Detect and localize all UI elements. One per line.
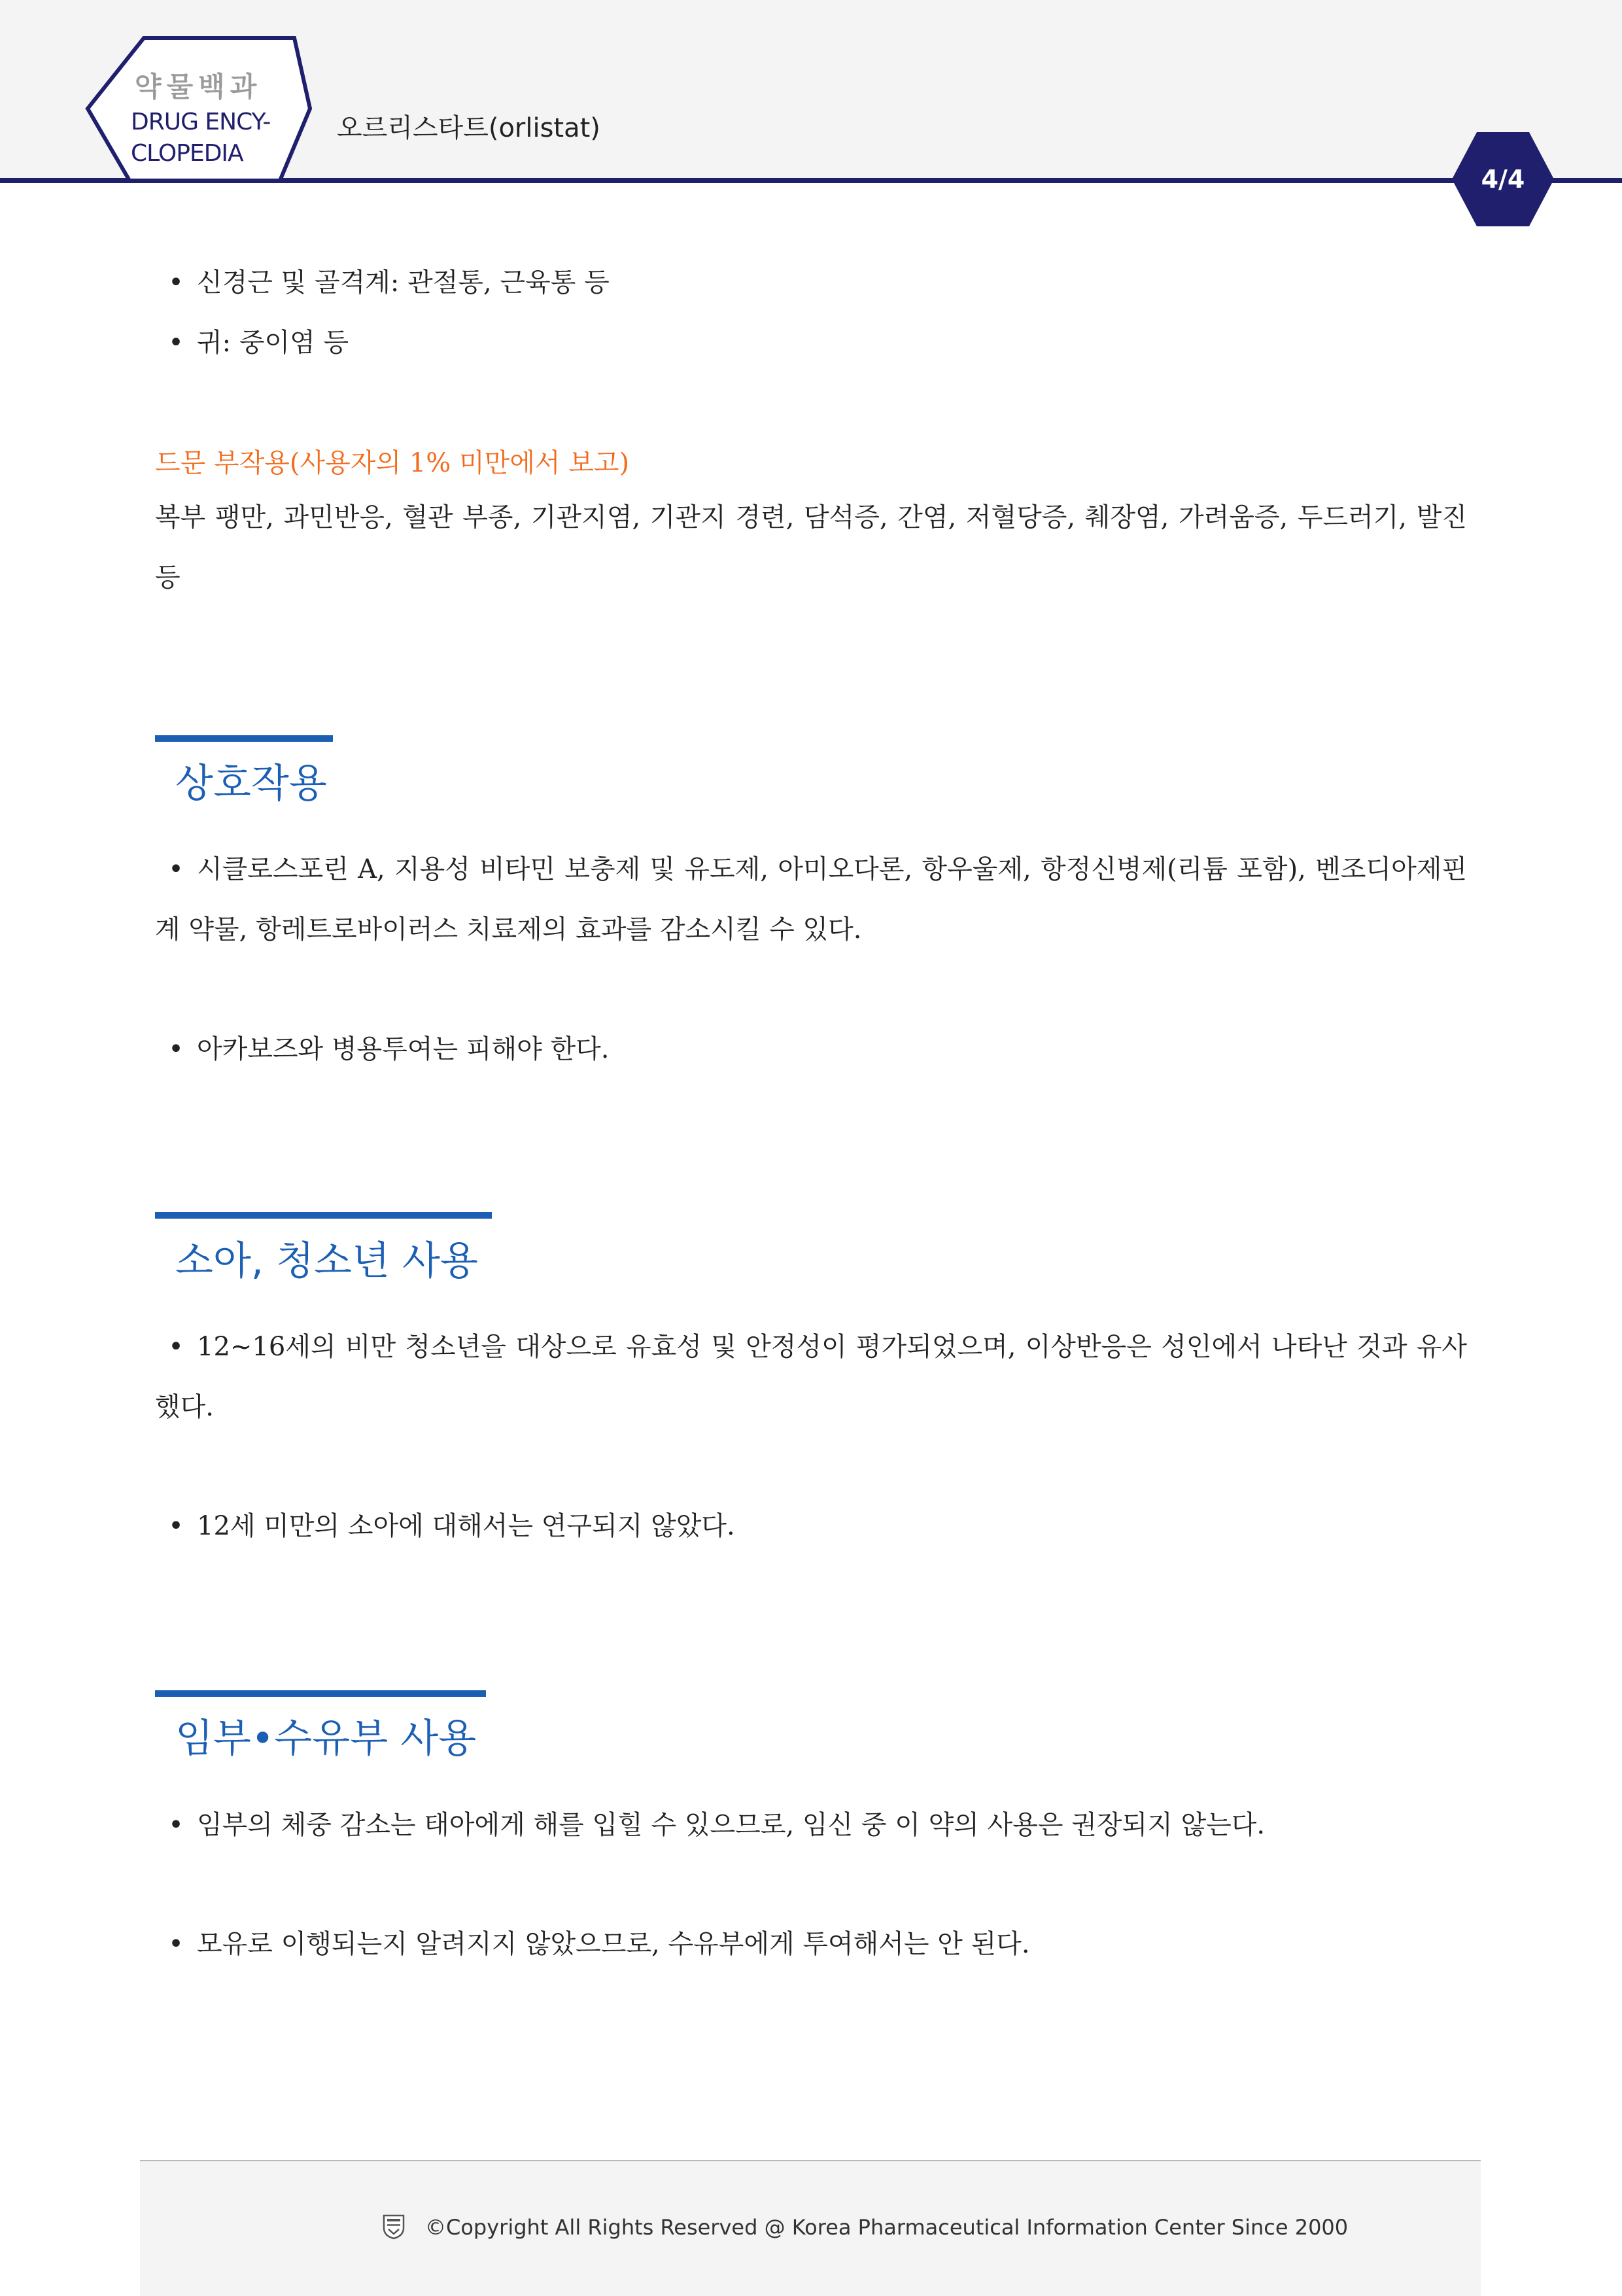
bullet-dot: • xyxy=(168,268,184,298)
list-item: • 시클로스포린 A, 지용성 비타민 보충제 및 유도제, 아미오다론, 항우울제, 항정신병제(리튬 포함), 벤조디아제핀계 약물, 항레트로바이러스 치료제의 효과를 감소시킬 수 있다. xyxy=(155,839,1467,960)
bullet-dot: • xyxy=(168,1810,184,1840)
list-item: • 12세 미만의 소아에 대해서는 연구되지 않았다. xyxy=(155,1510,735,1542)
bullet-dot: • xyxy=(168,1929,184,1959)
section-title-pregnancy: 임부•수유부 사용 xyxy=(175,1716,477,1762)
page-indicator: 4/4 xyxy=(1481,165,1525,194)
section-bar xyxy=(155,1212,492,1219)
bullet-dot: • xyxy=(168,1511,184,1541)
section-bar xyxy=(155,1690,486,1697)
section-bar xyxy=(155,735,333,742)
bullet-dot: • xyxy=(168,854,184,884)
copyright-text: ©Copyright All Rights Reserved @ Korea Pharmaceutical Information Center Since 2000 xyxy=(425,2215,1349,2240)
list-item: • 12~16세의 비만 청소년을 대상으로 유효성 및 안정성이 평가되었으며, 이상반응은 성인에서 나타난 것과 유사했다. xyxy=(155,1317,1467,1437)
kpic-emblem-icon xyxy=(382,2214,406,2240)
logo-korean-text: 약물백과 xyxy=(135,71,262,103)
list-item: • 모유로 이행되는지 알려지지 않았으므로, 수유부에게 투여해서는 안 된다. xyxy=(155,1928,1030,1960)
list-item: • 귀: 중이염 등 xyxy=(155,327,349,358)
logo-english-line2: CLOPEDIA xyxy=(131,140,243,167)
list-item: • 신경근 및 골격계: 관절통, 근육통 등 xyxy=(155,267,610,298)
rare-side-effects-heading: 드문 부작용(사용자의 1% 미만에서 보고) xyxy=(155,448,630,478)
list-item: • 임부의 체중 감소는 태아에게 해를 입힐 수 있으므로, 임신 중 이 약의 사용은 권장되지 않는다. xyxy=(155,1809,1265,1841)
section-title-pediatric: 소아, 청소년 사용 xyxy=(175,1238,478,1284)
list-item: • 아카보즈와 병용투여는 피해야 한다. xyxy=(155,1034,609,1065)
logo-english-line1: DRUG ENCY- xyxy=(131,109,271,135)
bullet-dot: • xyxy=(168,1332,184,1362)
section-title-interactions: 상호작용 xyxy=(175,761,327,807)
bullet-dot: • xyxy=(168,328,184,358)
document-title: 오르리스타트(orlistat) xyxy=(337,113,600,143)
rare-side-effects-text: 복부 팽만, 과민반응, 혈관 부종, 기관지염, 기관지 경련, 담석증, 간염, 저혈당증, 췌장염, 가려움증, 두드러기, 발진 등 xyxy=(155,502,1467,593)
bullet-dot: • xyxy=(168,1034,184,1064)
